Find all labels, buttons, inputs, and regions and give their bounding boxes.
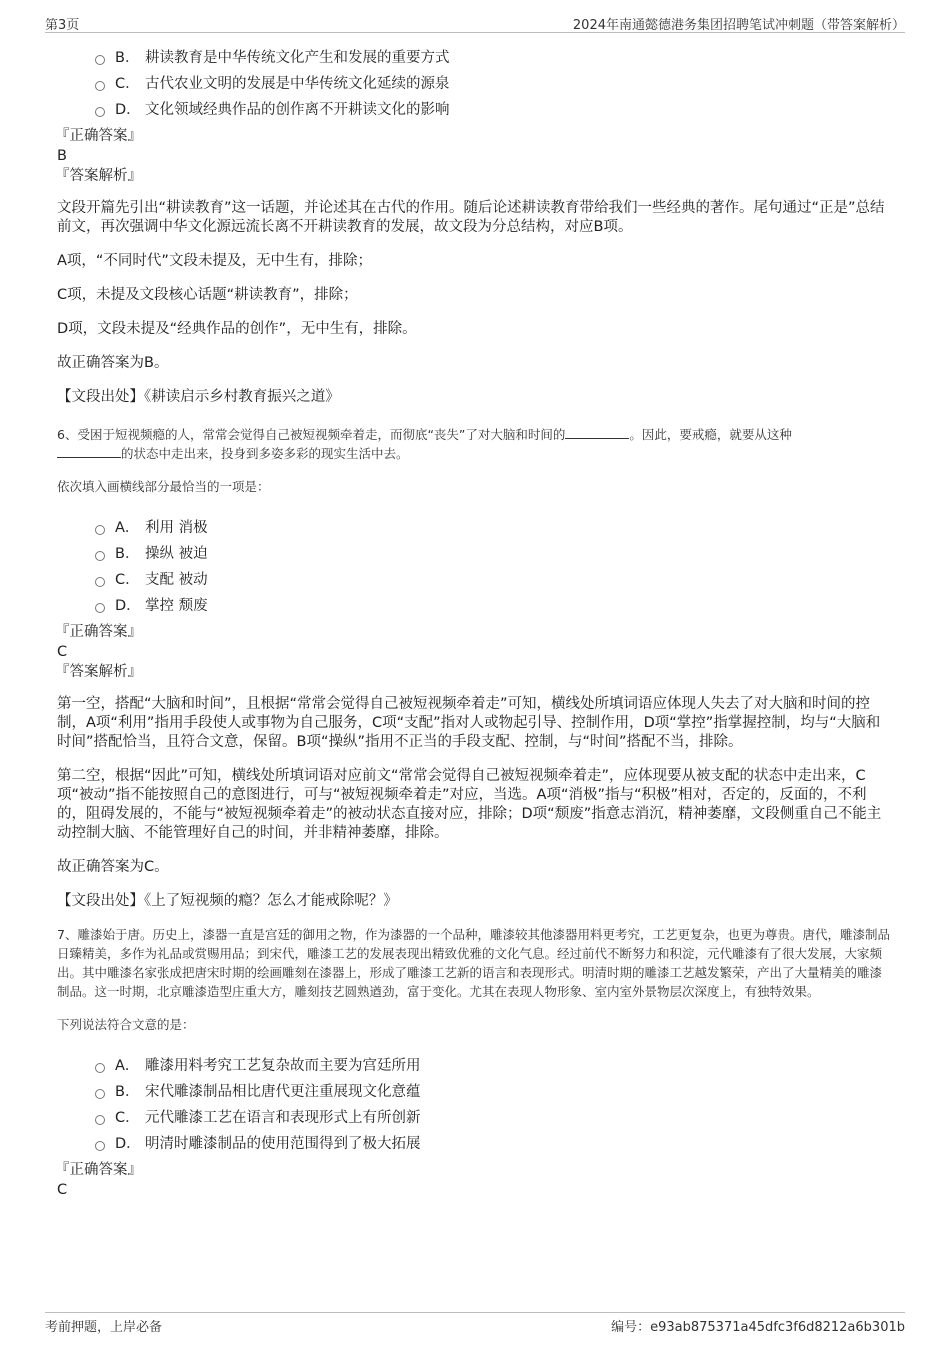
q6-analysis-label: 『答案解析』 <box>55 664 142 680</box>
page-number: 第3页 <box>45 18 80 33</box>
q7-option-c[interactable]: C． 元代雕漆工艺在语言和表现形式上有所创新 <box>95 1105 892 1131</box>
q7-option-d[interactable]: D． 明清时雕漆制品的使用范围得到了极大拓展 <box>95 1131 892 1157</box>
radio-icon[interactable] <box>95 551 105 561</box>
blank-2 <box>57 445 121 458</box>
page-footer <box>45 1312 905 1337</box>
q6-option-a[interactable]: A． 利用 消极 <box>95 515 892 541</box>
q5-option-d[interactable]: D． 文化领域经典作品的创作离不开耕读文化的影响 <box>95 97 892 123</box>
q7-prompt: 下列说法符合文意的是： <box>57 1017 195 1032</box>
q5-analysis-4: D项，文段未提及“经典作品的创作”，无中生有，排除。 <box>57 321 417 337</box>
q5-option-b[interactable]: B． 耕读教育是中华传统文化产生和发展的重要方式 <box>95 45 892 71</box>
q7-answer-label: 『正确答案』 <box>55 1162 142 1178</box>
radio-icon[interactable] <box>95 603 105 613</box>
blank-1 <box>565 426 629 439</box>
radio-icon[interactable] <box>95 107 105 117</box>
q6-analysis-2: 第二空，根据“因此”可知，横线处所填词语对应前文“常常会觉得自己被短视频牵着走”，应体现要从被支配的状态中走出来，C项“被动”指不能按照自己的意图进行，可与“被短视频牵着走”对应，当选。A项“消极”指与“积极”相对，否定的，反面的，不利的，阻碍发展的，不能与“被短视频牵着走”的被动状态直接对应，排除；D项“颓废”指意志消沉，精神萎靡，文段侧重自己不能主动控制大脑、不能管理好自己的时间，并非精神萎靡，排除。 <box>57 768 882 841</box>
document-title: 2024年南通懿德港务集团招聘笔试冲刺题（带答案解析） <box>572 18 905 33</box>
q6-option-d[interactable]: D． 掌控 颓废 <box>95 593 892 619</box>
q5-analysis-2: A项，“不同时代”文段未提及，无中生有，排除； <box>57 253 372 269</box>
q7-option-b[interactable]: B． 宋代雕漆制品相比唐代更注重展现文化意蕴 <box>95 1079 892 1105</box>
radio-icon[interactable] <box>95 525 105 535</box>
q6-answer-label: 『正确答案』 <box>55 624 142 640</box>
q6-option-b[interactable]: B． 操纵 被迫 <box>95 541 892 567</box>
footer-slogan: 考前押题，上岸必备 <box>45 1320 163 1335</box>
radio-icon[interactable] <box>95 577 105 587</box>
q5-answer-label: 『正确答案』 <box>55 128 142 144</box>
radio-icon[interactable] <box>95 55 105 65</box>
q5-option-c[interactable]: C． 古代农业文明的发展是中华传统文化延续的源泉 <box>95 71 892 97</box>
q6-analysis-1: 第一空，搭配“大脑和时间”，且根据“常常会觉得自己被短视频牵着走”可知，横线处所填词语应体现人失去了对大脑和时间的控制，A项“利用”指用手段使人或事物为自己服务，C项“支配”指对人或物起引导、控制作用，D项“掌控”指掌握控制，均与“大脑和时间”搭配恰当，且符合文意，保留。B项“操纵”指用不正当的手段支配、控制，与“时间”搭配不当，排除。 <box>57 696 881 750</box>
q6-source: 【文段出处】《上了短视频的瘾？怎么才能戒除呢？》 <box>57 893 398 909</box>
radio-icon[interactable] <box>95 81 105 91</box>
q6-stem: 6、受困于短视频瘾的人，常常会觉得自己被短视频牵着走，而彻底“丧失”了对大脑和时间的 。因此，要戒瘾，就要从这种 的状态中走出来，投身到多姿多彩的现实生活中去。 <box>57 427 792 461</box>
radio-icon[interactable] <box>95 1115 105 1125</box>
q6-options <box>95 515 892 619</box>
q5-options <box>95 45 892 123</box>
q6-analysis-3: 故正确答案为C。 <box>57 859 169 875</box>
q6-option-c[interactable]: C． 支配 被动 <box>95 567 892 593</box>
radio-icon[interactable] <box>95 1089 105 1099</box>
q6-answer: C <box>57 644 68 660</box>
q5-analysis-1: 文段开篇先引出“耕读教育”这一话题，并论述其在古代的作用。随后论述耕读教育带给我们一些经典的著作。尾句通过“正是”总结前文，再次强调中华文化源远流长离不开耕读教育的发展，故文段为分总结构，对应B项。 <box>57 200 885 235</box>
radio-icon[interactable] <box>95 1141 105 1151</box>
q6-prompt: 依次填入画横线部分最恰当的一项是： <box>57 479 270 494</box>
q5-source: 【文段出处】《耕读启示乡村教育振兴之道》 <box>57 389 340 405</box>
q5-analysis-3: C项，未提及文段核心话题“耕读教育”，排除； <box>57 287 358 303</box>
q5-answer: B <box>57 148 67 164</box>
q5-analysis-5: 故正确答案为B。 <box>57 355 169 371</box>
q7-stem: 7、雕漆始于唐。历史上，漆器一直是宫廷的御用之物，作为漆器的一个品种，雕漆较其他漆器用料更考究，工艺更复杂，也更为尊贵。唐代，雕漆制品日臻精美，多作为礼品或赏赐用品；到宋代，雕漆工艺的发展表现出精致优雅的文化气息。经过前代不断努力和积淀，元代雕漆有了很大发展，大家频出。其中雕漆名家张成把唐宋时期的绘画雕刻在漆器上，形成了雕漆工艺新的语言和表现形式。明清时期的雕漆工艺越发繁荣，产出了大量精美的雕漆制品。这一时期，北京雕漆造型庄重大方，雕刻技艺圆熟遒劲，富于变化。尤其在表现人物形象、室内室外景物层次深度上，有独特效果。 <box>57 927 890 999</box>
q5-analysis-label: 『答案解析』 <box>55 168 142 184</box>
q7-answer: C <box>57 1182 68 1198</box>
page-header <box>45 12 905 33</box>
q7-option-a[interactable]: A． 雕漆用料考究工艺复杂故而主要为宫廷所用 <box>95 1053 892 1079</box>
radio-icon[interactable] <box>95 1063 105 1073</box>
document-id: 编号：e93ab875371a45dfc3f6d8212a6b301b <box>611 1320 905 1335</box>
q7-options <box>95 1053 892 1157</box>
document-body <box>57 44 892 1200</box>
